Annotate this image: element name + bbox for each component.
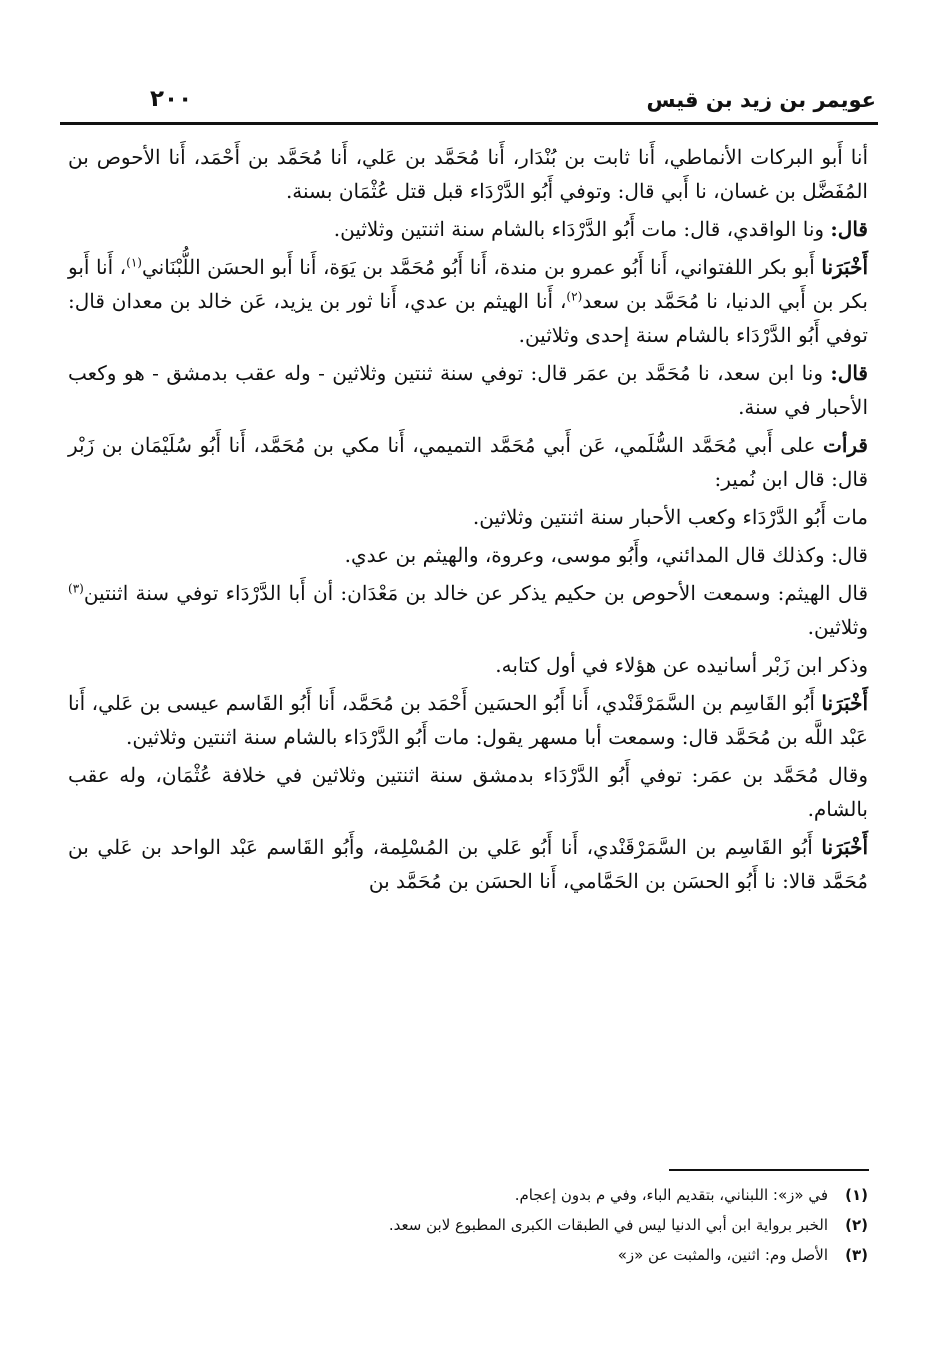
paragraph-text: ونا ابن سعد، نا مُحَمَّد بن عمَر قال: توفي سنة ثنتين وثلاثين - وله عقب بدمشق - هو وكعب الأحبار في سنة. (68, 361, 868, 419)
footnote (68, 1240, 868, 1270)
running-title: عويمر بن زيد بن قيس (646, 88, 876, 112)
paragraph-text: وثلاثين. (807, 615, 868, 639)
paragraph (68, 648, 868, 682)
paragraph (68, 212, 868, 246)
paragraph-text: ونا الواقدي، قال: مات أَبُو الدَّرْدَاء بالشام سنة اثنتين وثلاثين. (333, 217, 831, 241)
paragraph (68, 758, 868, 826)
paragraph (68, 830, 868, 898)
paragraph-text: قال الهيثم: وسمعت الأحوص بن حكيم يذكر عن خالد بن مَعْدَان: أن أَبا الدَّرْدَاء توفي سنة اثنتين (83, 581, 868, 605)
footnote-number: (٢) (845, 1216, 868, 1234)
paragraph (68, 576, 868, 644)
paragraph-text: وقال مُحَمَّد بن عمَر: توفي أَبُو الدَّرْدَاء بدمشق سنة اثنتين وثلاثين في خلافة عُثْمَان، وله عقب بالشام. (68, 763, 868, 821)
paragraph (68, 686, 868, 754)
main-text (68, 140, 868, 902)
paragraph-lead: أَخْبَرَنا (821, 255, 869, 279)
footnotes (68, 1180, 868, 1270)
paragraph-lead: قال: (830, 361, 868, 385)
footnote-marker: (٣) (68, 581, 84, 596)
paragraph-text: مات أَبُو الدَّرْدَاء وكعب الأحبار سنة اثنتين وثلاثين. (472, 505, 868, 529)
footnote (68, 1180, 868, 1210)
paragraph (68, 428, 868, 496)
footnote-divider (669, 1169, 869, 1171)
paragraph-text: ، أَنا أَبو بكر بن أَبي الدنيا، نا مُحَمَّد بن سعد (68, 255, 868, 313)
paragraph-lead: أَخْبَرَنا (821, 835, 868, 859)
paragraph (68, 500, 868, 534)
footnote-marker: (١) (126, 255, 142, 270)
footnote (68, 1210, 868, 1240)
paragraph-lead: أَخْبَرَنا (821, 691, 868, 715)
footnote-number: (٣) (845, 1246, 868, 1264)
paragraph-text: أَبُو القَاسِم بن السَّمَرْقَنْدي، أَنا أَبُو الحسَين أَحْمَد بن مُحَمَّد، أَنا أَبُو القَاسم عيسى بن عَلي، أَنا عَبْد اللَّه بن مُحَمَّد قال: وسمعت أبا مسهر يقول: مات أَبُو الدَّرْدَاء بالشام سنة اثنتين وثلاثين. (68, 691, 868, 749)
paragraph-text: أَبو بكر اللفتواني، أَنا أَبُو عمرو بن مندة، أَنا أَبُو مُحَمَّد بن يَوَة، أَنا أَبو الحسَن اللُّبْنَاني (141, 255, 822, 279)
paragraph (68, 538, 868, 572)
paragraph-text: أنا أَبو البركات الأنماطي، أَنا ثابت بن بُنْدَار، أَنا مُحَمَّد بن عَلي، أَنا مُحَمَّد بن أَحْمَد، أَنا الأحوص بن المُفَضَّل بن غسان، نا أَبي قال: وتوفي أَبُو الدَّرْدَاء قبل قتل عُثْمَان بسنة. (68, 145, 869, 203)
page-header (60, 82, 878, 125)
paragraph (68, 356, 868, 424)
paragraph-text: ، أَنا الهيثم بن عدي، أَنا ثور بن يزيد، عَن خالد بن معدان قال: توفي أَبُو الدَّرْدَاء بالشام سنة إحدى وثلاثين. (68, 289, 868, 347)
footnote-text: الخبر برواية ابن أبي الدنيا ليس في الطبقات الكبرى المطبوع لابن سعد. (388, 1216, 828, 1234)
page-number: ٢٠٠ (150, 86, 193, 112)
paragraph-text: وذكر ابن زَبْر أسانيده عن هؤلاء في أول كتابه. (495, 653, 868, 677)
paragraph-text: أَبُو القَاسِم بن السَّمَرْقَنْدي، أَنا أَبُو عَلي بن المُسْلِمة، وأَبُو القَاسم عَبْد الواحد بن عَلي بن مُحَمَّد قالا: نا أَبُو الحسَن بن الحَمَّامي، أَنا الحسَن بن مُحَمَّد بن (68, 835, 868, 893)
footnote-marker: (٢) (566, 289, 583, 304)
footnote-number: (١) (845, 1186, 868, 1204)
paragraph (68, 250, 868, 352)
paragraph-lead: قال: (830, 217, 868, 241)
paragraph-lead: قرأت (823, 433, 868, 457)
footnote-text: الأصل وم: اثنين، والمثبت عن «ز» (617, 1246, 828, 1264)
paragraph (68, 140, 868, 208)
paragraph-text: على أَبي مُحَمَّد السُّلَمي، عَن أَبي مُحَمَّد التميمي، أَنا مكي بن مُحَمَّد، أَنا أَبُو سُلَيْمَان بن زَبْر قال: قال ابن نُمير: (68, 433, 868, 491)
paragraph-text: قال: وكذلك قال المدائني، وأَبُو موسى، وعروة، والهيثم بن عدي. (344, 543, 868, 567)
footnote-text: في «ز»: اللبناني، بتقديم الباء، وفي م بدون إعجام. (514, 1186, 828, 1204)
